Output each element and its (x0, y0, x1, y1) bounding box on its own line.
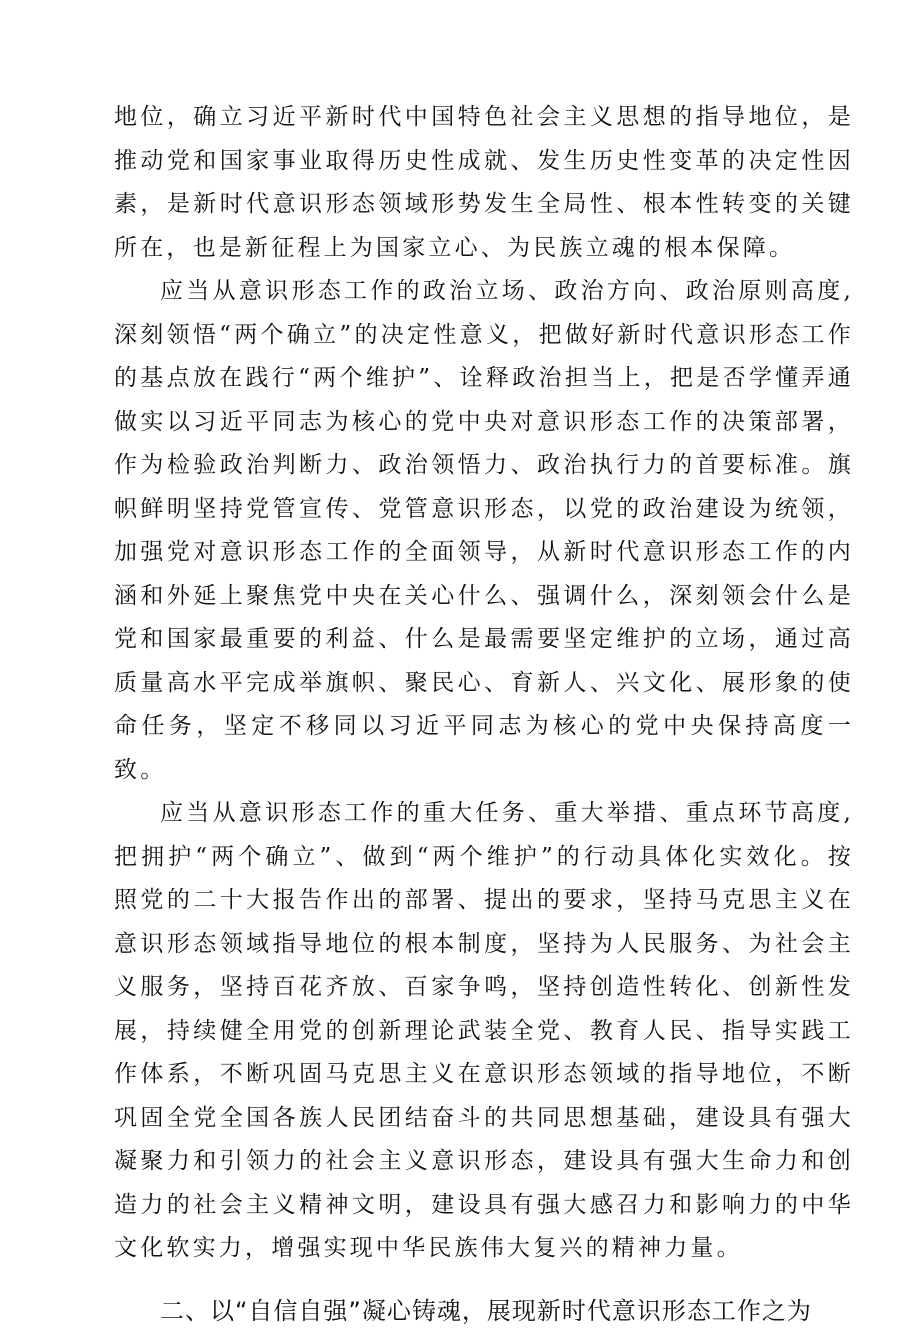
document-body (114, 96, 854, 1333)
paragraph-major-tasks: 应当从意识形态工作的重大任务、重大举措、重点环节高度,把拥护“两个确立”、做到“两个维护”的行动具体化实效化。按照党的二十大报告作出的部署、提出的要求，坚持马克思主义在意识形态领域指导地位的根本制度，坚持为人民服务、为社会主义服务，坚持百花齐放、百家争鸣，坚持创造性转化、创新性发展，持续健全用党的创新理论武装全党、教育人民、指导实践工作体系，不断巩固马克思主义在意识形态领域的指导地位，不断巩固全党全国各族人民团结奋斗的共同思想基础，建设具有强大凝聚力和引领力的社会主义意识形态，建设具有强大生命力和创造力的社会主义精神文明，建设具有强大感召力和影响力的中华文化软实力，增强实现中华民族伟大复兴的精神力量。 (114, 800, 854, 1261)
paragraph-continuation: 地位，确立习近平新时代中国特色社会主义思想的指导地位，是推动党和国家事业取得历史性成就、发生历史性变革的决定性因素，是新时代意识形态领域形势发生全局性、根本性转变的关键所在，也是新征程上为国家立心、为民族立魂的根本保障。 (114, 104, 854, 261)
section-heading: 二、以“自信自强”凝心铸魂，展现新时代意识形态工作之为 (160, 1296, 812, 1325)
paragraph-political-stance: 应当从意识形态工作的政治立场、政治方向、政治原则高度,深刻领悟“两个确立”的决定性意义，把做好新时代意识形态工作的基点放在践行“两个维护”、诠释政治担当上，把是否学懂弄通做实以习近平同志为核心的党中央对意识形态工作的决策部署，作为检验政治判断力、政治领悟力、政治执行力的首要标准。旗帜鲜明坚持党管宣传、党管意识形态，以党的政治建设为统领，加强党对意识形态工作的全面领导，从新时代意识形态工作的内涵和外延上聚焦党中央在关心什么、强调什么，深刻领会什么是党和国家最重要的利益、什么是最需要坚定维护的立场，通过高质量高水平完成举旗帜、聚民心、育新人、兴文化、展形象的使命任务，坚定不移同以习近平同志为核心的党中央保持高度一致。 (114, 278, 854, 783)
